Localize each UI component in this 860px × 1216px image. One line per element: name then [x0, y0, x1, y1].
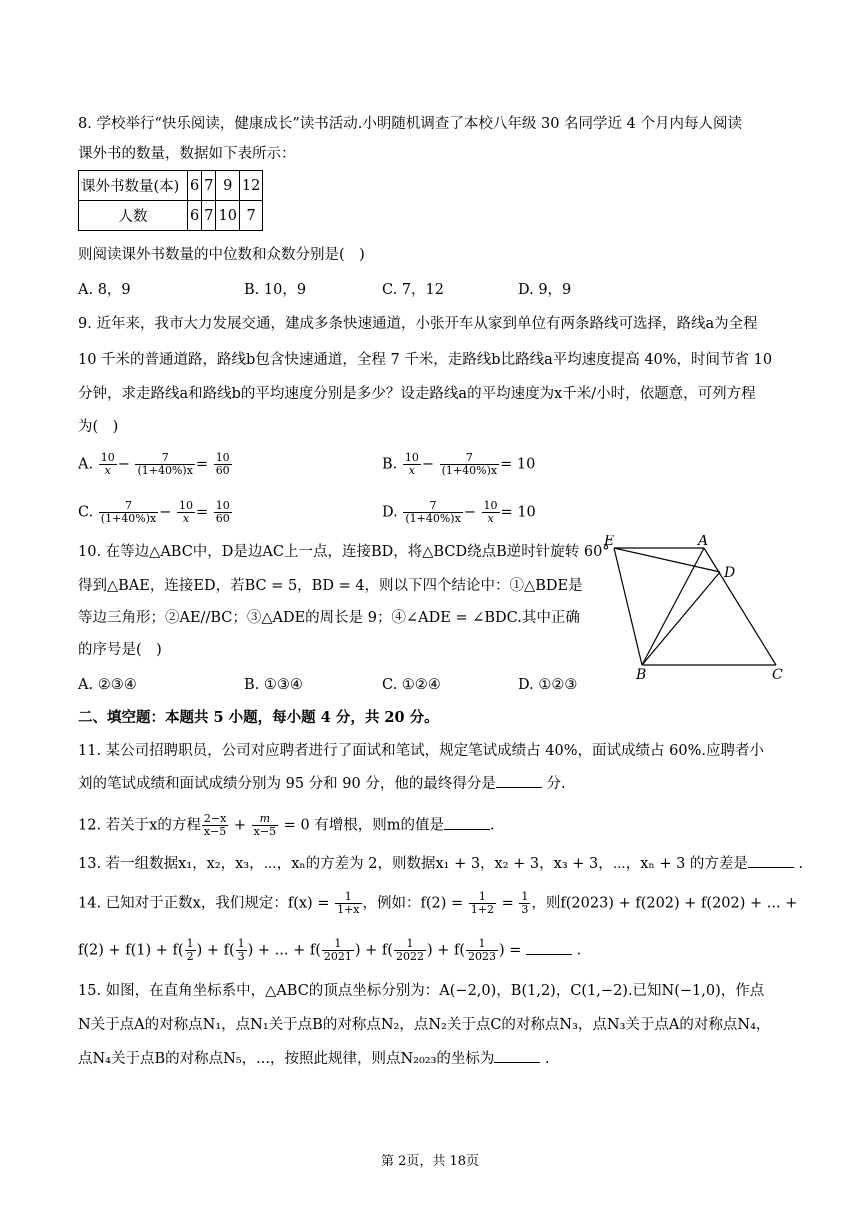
option-label: A. [78, 456, 94, 473]
table-cell: 6 [188, 171, 202, 201]
q9-option-a: A. $\frac{10}{x}$ − $\frac{7}{(1+40\%)x}$ = $\frac{10}{60}$ [78, 451, 230, 477]
fraction: $\frac{1}{2023}$ [468, 937, 497, 963]
table-cell: 7 [202, 201, 216, 231]
answer-blank[interactable] [496, 773, 542, 788]
fraction: $\frac{2-x}{x-5}$ [203, 812, 227, 838]
q8-line1: 8. 学校举行“快乐阅读，健康成长”读书活动.小明随机调查了本校八年级 30 名同学近 4 个月内每人阅读 [78, 116, 742, 132]
fraction: $\frac{7}{(1+40\%)x}$ [137, 451, 193, 477]
fraction: $\frac{10}{60}$ [215, 451, 230, 477]
q12-line [78, 813, 495, 838]
q10-option-b: B. ①③④ [244, 677, 303, 693]
q15-text: 点N₄关于点B的对称点N₅，...，按照此规律，则点N₂₀₂₃的坐标为 [78, 1051, 495, 1067]
q11-text: 刘的笔试成绩和面试成绩分别为 95 分和 90 分，他的最终得分是 [78, 776, 496, 792]
q14-mid: ，例如：f(2) = [362, 895, 468, 912]
fraction: $\frac{1}{2021}$ [323, 937, 352, 963]
q8-option-d: D. 9，9 [518, 282, 572, 298]
q8-option-b: B. 10，9 [244, 282, 307, 298]
q13-end: . [793, 856, 804, 872]
page-footer: 第 2页，共 18页 [380, 1154, 480, 1169]
answer-blank[interactable] [526, 940, 572, 955]
fraction: $\frac{1}{3}$ [237, 937, 245, 963]
label-c: C [772, 667, 783, 680]
q14-seg: ) + ... + f( [247, 942, 321, 959]
q10-option-d: D. ①②③ [518, 677, 578, 693]
table-cell: 9 [216, 171, 239, 201]
table-cell: 课外书数量(本) [79, 171, 188, 201]
answer-blank[interactable] [444, 815, 490, 830]
fraction: $\frac{10}{60}$ [215, 499, 230, 525]
q9-line2: 10 千米的普通道路，路线b包含快速通道，全程 7 千米，走路线b比路线a平均速度提高 40%，时间节省 10 [78, 352, 773, 368]
table-cell: 7 [239, 201, 262, 231]
fraction: $\frac{1}{1+x}$ [337, 890, 360, 916]
q9-line1: 9. 近年来，我市大力发展交通，建成多条快速通道，小张开车从家到单位有两条路线可选择，路线a为全程 [78, 316, 758, 332]
option-label: D. [382, 504, 398, 521]
option-label: C. [78, 504, 94, 521]
q11-line1: 11. 某公司招聘职员，公司对应聘者进行了面试和笔试，规定笔试成绩占 40%，面试成绩占 60%.应聘者小 [78, 743, 764, 759]
table-cell: 6 [188, 201, 202, 231]
answer-blank[interactable] [494, 1048, 540, 1063]
q10-option-c: C. ①②④ [382, 677, 441, 693]
fraction: $\frac{7}{(1+40\%)x}$ [100, 499, 157, 525]
q14-eq: = [497, 895, 519, 912]
q8-question: 则阅读课外书数量的中位数和众数分别是( ) [78, 247, 365, 263]
q12-end: . [490, 817, 495, 834]
fraction: $\frac{1}{3}$ [521, 890, 529, 916]
q14-line1 [78, 891, 797, 916]
q12-plus: + [229, 817, 251, 834]
q9-line4: 为( ) [78, 419, 119, 435]
q8-line2: 课外书的数量，数据如下表所示： [78, 146, 296, 162]
fraction: $\frac{10}{x}$ [179, 499, 194, 525]
q12-suffix: = 0 有增根，则m的值是 [279, 817, 445, 834]
segment-bd [642, 572, 720, 665]
q11-unit: 分. [546, 776, 566, 792]
option-rhs: 10 [516, 456, 536, 473]
segment-eb [614, 548, 642, 665]
q10-line2: 得到△BAE，连接ED，若BC = 5，BD = 4，则以下四个结论中：①△BDE是 [78, 578, 583, 594]
q14-seg: ) = [499, 942, 527, 959]
q8-option-c: C. 7，12 [382, 282, 444, 298]
q15-line1: 15. 如图，在直角坐标系中，△ABC的顶点坐标分别为：A(−2,0)，B(1,2)，C(1,−2).已知N(−1,0)，作点 [78, 983, 765, 999]
option-label: B. [382, 456, 398, 473]
table-cell: 10 [216, 201, 239, 231]
q9-option-b: B. $\frac{10}{x}$ − $\frac{7}{(1+40\%)x}$ = 10 [382, 451, 536, 477]
triangle-figure [600, 535, 790, 680]
table-cell: 7 [202, 171, 216, 201]
q15-line3 [78, 1048, 550, 1070]
q13-line [78, 853, 803, 875]
q9-option-c: C. $\frac{7}{(1+40\%)x}$ − $\frac{10}{x}$ = $\frac{10}{60}$ [78, 499, 230, 525]
q10-line1: 10. 在等边△ABC中，D是边AC上一点，连接BD，将△BCD绕点B逆时针旋转 60° [78, 544, 610, 560]
q15-end: . [540, 1051, 550, 1067]
label-d: D [724, 565, 736, 581]
q14-seg: ) + f( [426, 942, 466, 959]
q10-option-a: A. ②③④ [78, 677, 137, 693]
q10-line4: 的序号是( ) [78, 642, 162, 658]
q14-seg: ) + f( [196, 942, 235, 959]
answer-blank[interactable] [748, 853, 794, 868]
q9-line3: 分钟，求走路线a和路线b的平均速度分别是多少？设走路线a的平均速度为x千米/小时，依题意，可列方程 [78, 386, 756, 402]
section-title: 二、填空题：本题共 5 小题，每小题 4 分，共 20 分。 [78, 709, 439, 726]
books-table [78, 170, 263, 231]
q14-prefix: 14. 已知对于正数x，我们规定：f(x) = [78, 895, 335, 912]
label-a: A [698, 535, 709, 549]
fraction: $\frac{m}{x-5}$ [253, 812, 277, 838]
q11-line2 [78, 773, 566, 795]
fraction: $\frac{7}{(1+40\%)x}$ [441, 451, 498, 477]
fraction: $\frac{10}{x}$ [483, 499, 498, 525]
fraction: $\frac{10}{x}$ [100, 451, 115, 477]
fraction: $\frac{7}{(1+40\%)x}$ [405, 499, 461, 525]
q9-option-d: D. $\frac{7}{(1+40\%)x}$ − $\frac{10}{x}$ = 10 [382, 499, 536, 525]
table-cell: 人数 [79, 201, 188, 231]
q13-text: 13. 若一组数据x₁，x₂，x₃，⋯，xₙ的方差为 2，则数据x₁ + 3，x₂ + 3，x₃ + 3，⋯，xₙ + 3 的方差是 [78, 856, 748, 872]
segment-ac [704, 548, 776, 665]
q14-seg: ) + f( [354, 942, 393, 959]
table-row [79, 201, 263, 231]
q14-seg: f(2) + f(1) + f( [78, 942, 184, 959]
fraction: $\frac{1}{2022}$ [395, 937, 424, 963]
q14-tail: ，则f(2023) + f(202) + f(202) + ... + [531, 895, 798, 912]
q12-prefix: 12. 若关于x的方程 [78, 817, 201, 834]
label-b: B [636, 667, 647, 680]
fraction: $\frac{1}{2}$ [186, 937, 194, 963]
table-cell: 12 [239, 171, 262, 201]
fraction: $\frac{1}{1+2}$ [470, 890, 494, 916]
q14-line2 [78, 938, 581, 963]
q15-line2: N关于点A的对称点N₁，点N₁关于点B的对称点N₂，点N₂关于点C的对称点N₃，点N₃关于点A的对称点N₄， [78, 1017, 771, 1033]
q8-option-a: A. 8，9 [78, 282, 131, 298]
q10-line3: 等边三角形；②AE//BC；③△ADE的周长是 9；④∠ADE = ∠BDC.其中正确 [78, 610, 580, 626]
segment-ba [642, 548, 704, 665]
table-row [79, 171, 263, 201]
option-rhs: 10 [517, 504, 536, 521]
label-e: E [604, 535, 615, 549]
fraction: $\frac{10}{x}$ [404, 451, 419, 477]
q14-end: . [572, 942, 582, 959]
segment-ed [614, 548, 720, 572]
